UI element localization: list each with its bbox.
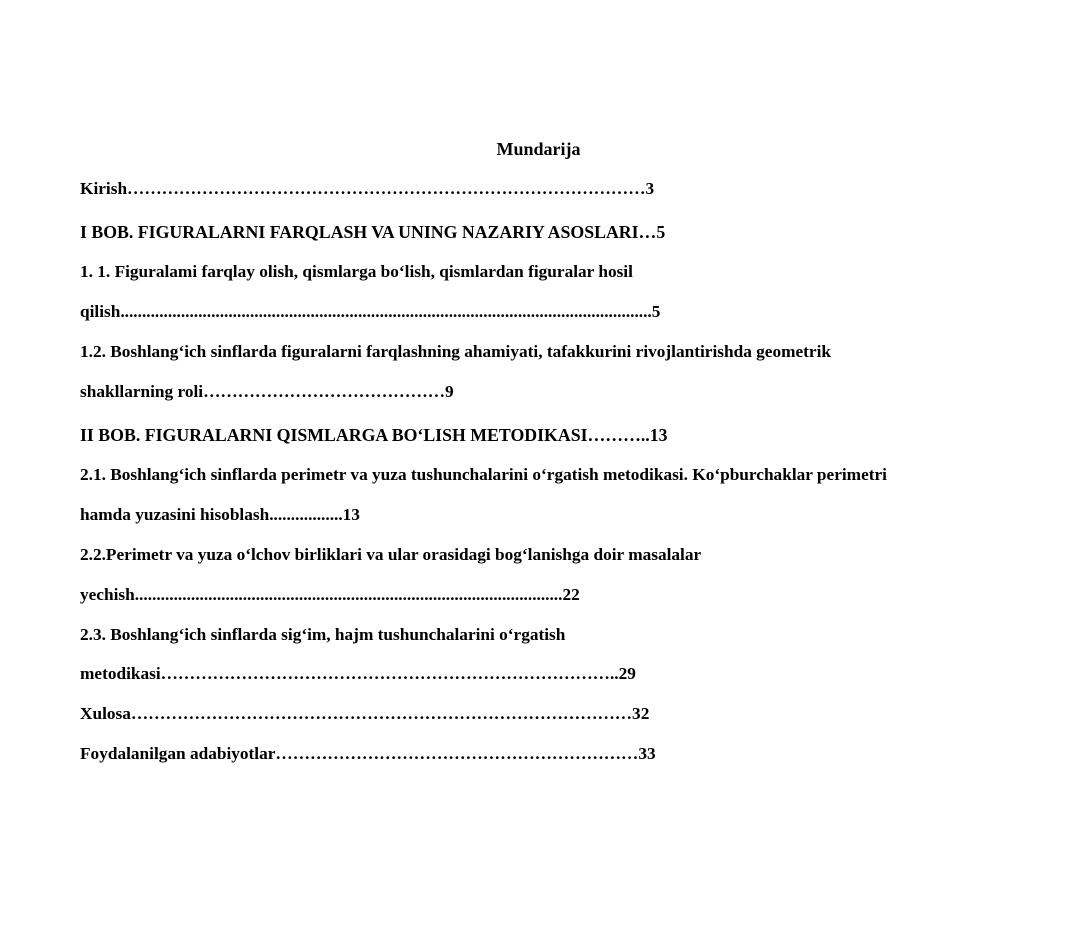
toc-entry-2-3-line-2: metodikasi……………………………………………………………………..29	[80, 664, 636, 683]
toc-entry-kirish: Kirish………………………………………………………………………………3	[80, 179, 655, 198]
toc-entry-chapter-2: II BOB. FIGURALARNI QISMLARGA BO‘LISH METODIKASI………..13	[80, 425, 668, 445]
toc-entry-2-3-line-1: 2.3. Boshlang‘ich sinflarda sig‘im, hajm tushunchalarini o‘rgatish	[80, 625, 566, 644]
toc-entry-1-2-line-1: 1.2. Boshlang‘ich sinflarda figuralarni farqlashning ahamiyati, tafakkurini rivojlantirishda geometrik	[80, 342, 832, 361]
toc-entry-chapter-1: I BOB. FIGURALARNI FARQLASH VA UNING NAZARIY ASOSLARI…5	[80, 222, 666, 242]
toc-entry-xulosa: Xulosa……………………………………………………………………………32	[80, 704, 650, 723]
toc-entry-2-1-line-2: hamda yuzasini hisoblash.................13	[80, 505, 360, 524]
toc-entry-1-1-line-2: qilish...........................................................................................................................5	[80, 302, 661, 321]
toc-entry-2-2-line-1: 2.2.Perimetr va yuza o‘lchov birliklari va ular orasidagi bog‘lanishga doir masalalar	[80, 545, 702, 564]
toc-entry-2-2-line-2: yechish...................................................................................................22	[80, 585, 580, 604]
page-title: Mundarija	[496, 139, 581, 159]
toc-entry-2-1-line-1: 2.1. Boshlang‘ich sinflarda perimetr va yuza tushunchalarini o‘rgatish metodikasi. Ko‘pburchaklar perimetri	[80, 465, 887, 484]
toc-entry-1-2-line-2: shakllarning roli……………………………………9	[80, 382, 454, 401]
toc-entry-adabiyotlar: Foydalanilgan adabiyotlar………………………………………………………33	[80, 744, 656, 763]
toc-entry-1-1-line-1: 1. 1. Figuralami farqlay olish, qismlarga bo‘lish, qismlardan figuralar hosil	[80, 262, 633, 281]
